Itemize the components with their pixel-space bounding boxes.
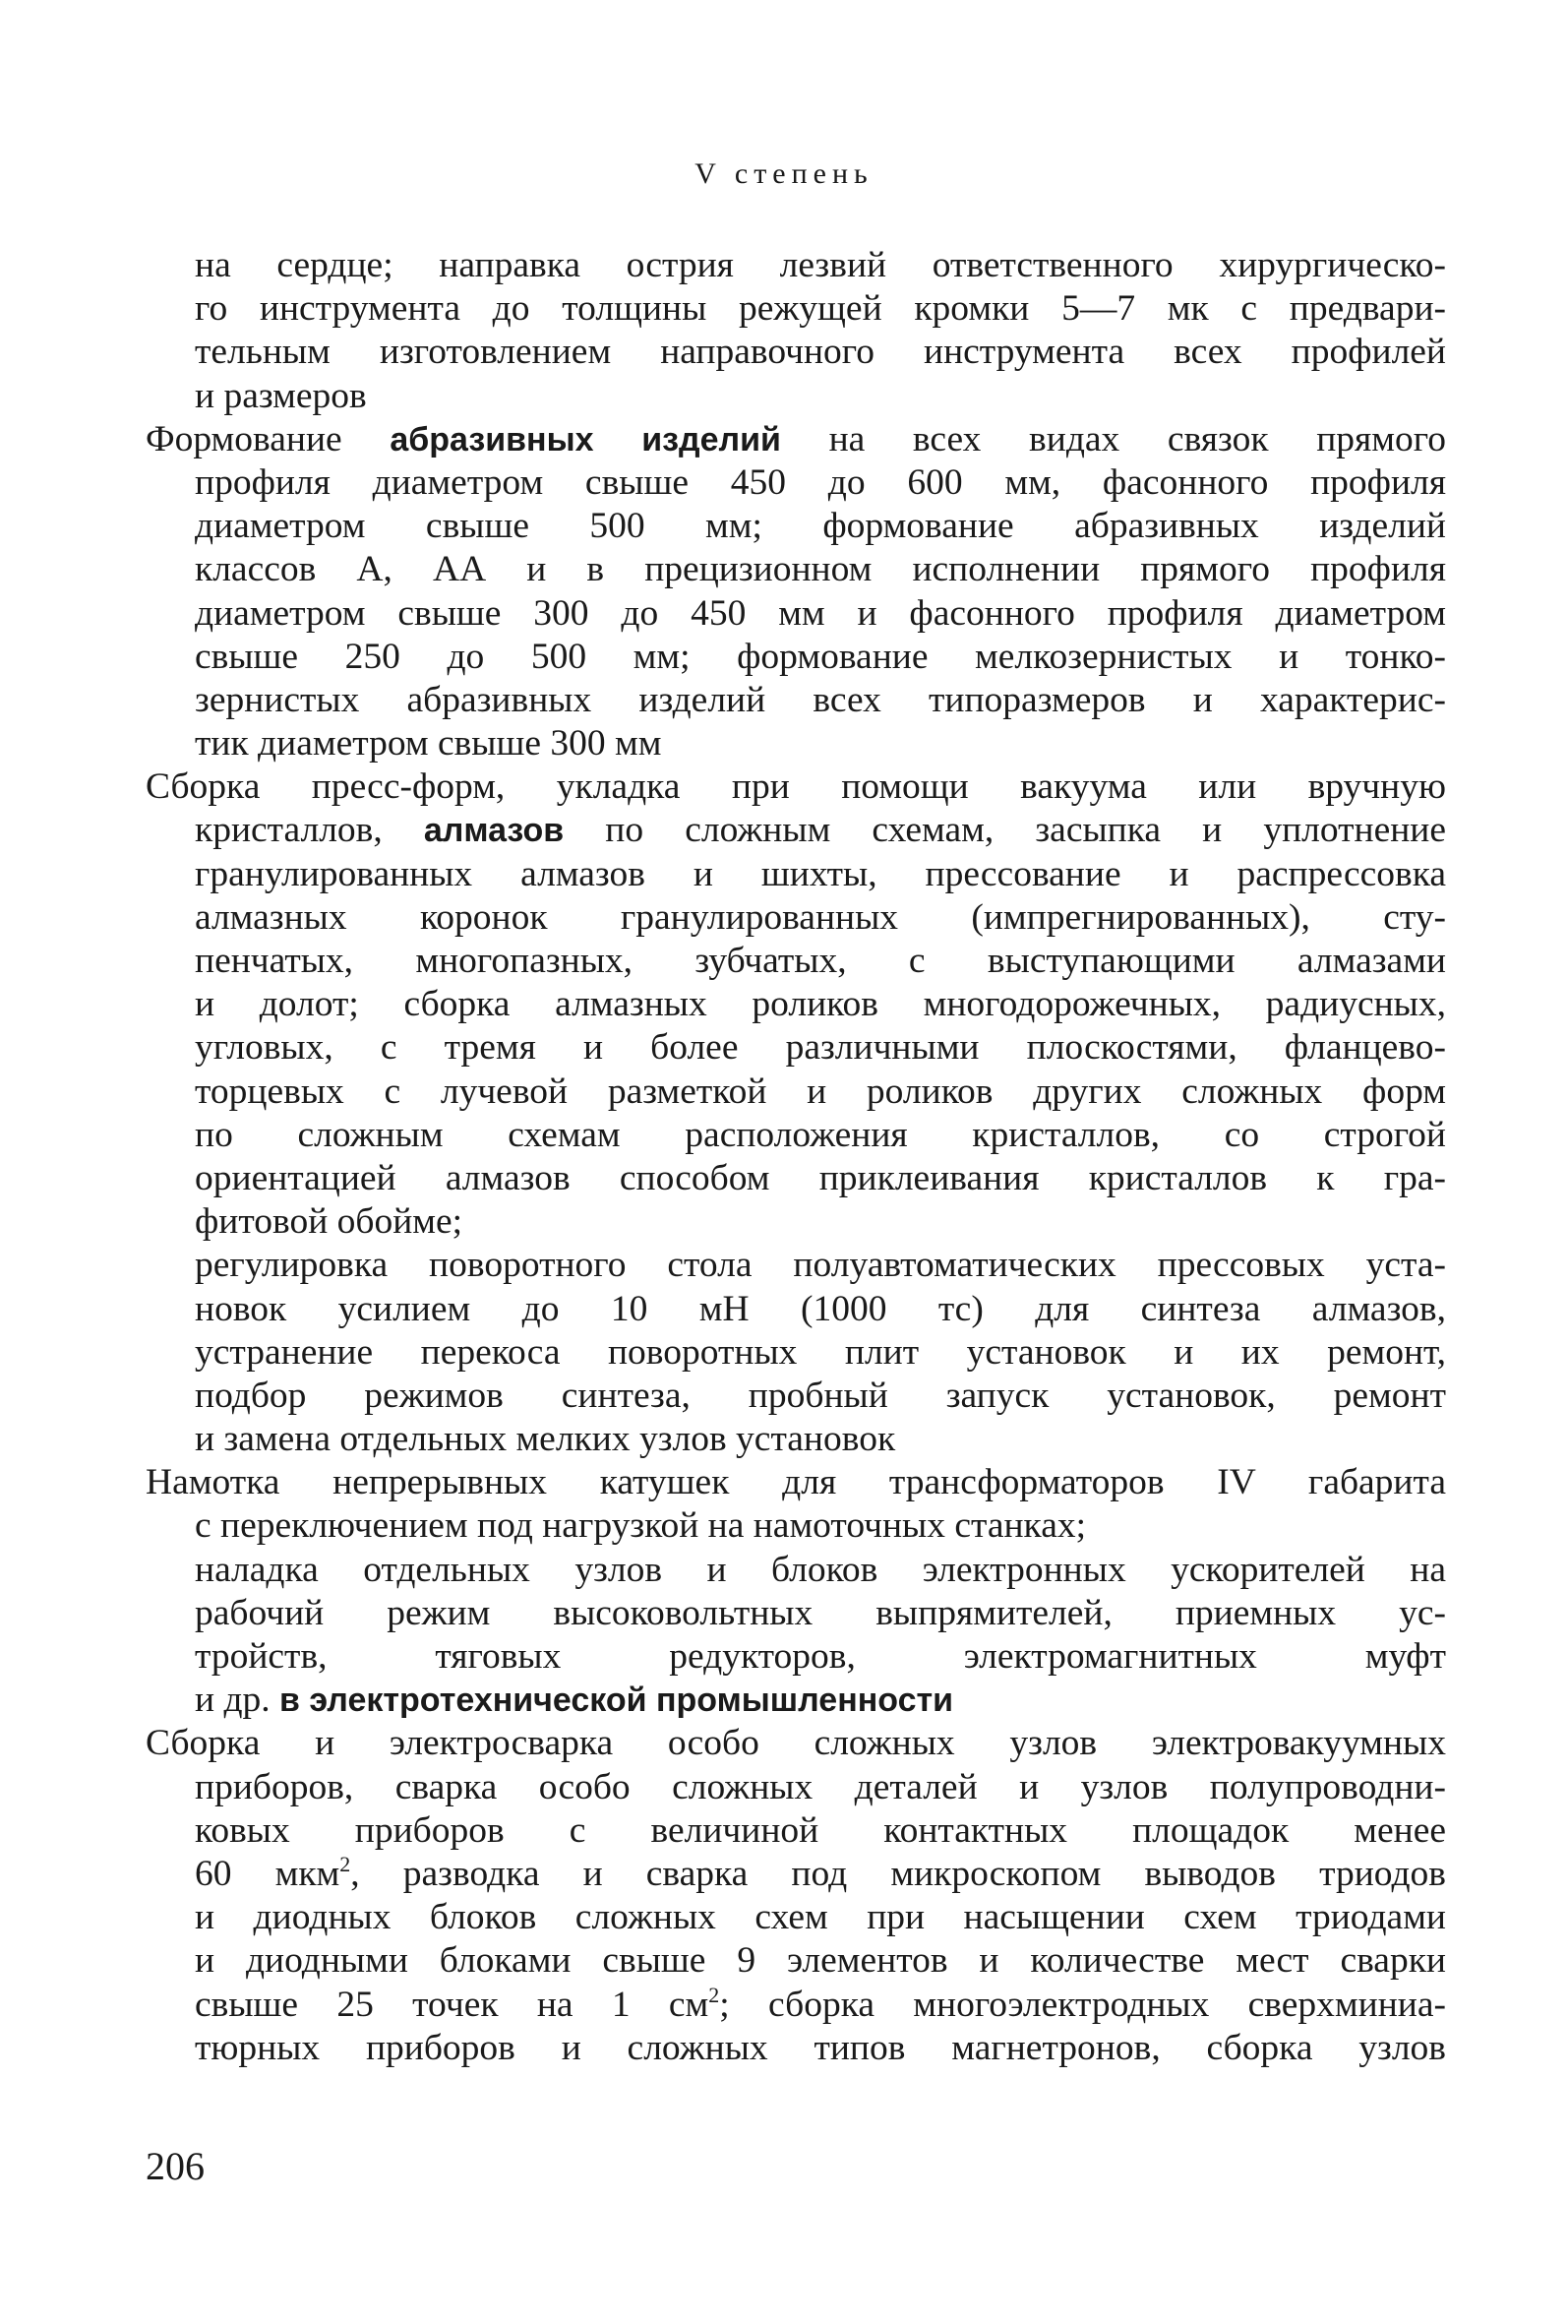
text-line: на сердце; направка острия лезвий ответственного хирургическо- — [195, 245, 1446, 285]
body-text — [146, 244, 1446, 2070]
text-line: диаметром свыше 300 до 450 мм и фасонного профиля диаметром — [195, 592, 1446, 634]
text-line: торцевых с лучевой разметкой и роликов других сложных форм — [195, 1070, 1446, 1112]
text-fragment: кристаллов, — [195, 810, 383, 851]
text-fragment: по сложным схемам, засыпка и уплотнение — [605, 810, 1447, 851]
text-line — [146, 1679, 1446, 1722]
text-line: рабочий режим высоковольтных выпрямителей, приемных ус- — [195, 1592, 1446, 1633]
text-line: гранулированных алмазов и шихты, прессование и распрессовка — [195, 853, 1446, 894]
text-line: с переключением под нагрузкой на намоточных станках; — [195, 1505, 1087, 1547]
text-line: алмазных коронок гранулированных (импрегнированных), сту- — [195, 896, 1446, 938]
text-line: новок усилием до 10 мН (1000 тс) для синтеза алмазов, — [195, 1288, 1446, 1329]
text-fragment: Формование — [146, 418, 342, 459]
text-line: приборов, сварка особо сложных деталей и узлов полупроводни- — [195, 1766, 1446, 1807]
text-line: классов А, АА и в прецизионном исполнении прямого профиля — [195, 549, 1446, 590]
text-line: фитовой обойме; — [195, 1201, 463, 1243]
superscript: 2 — [339, 1851, 351, 1876]
text-line: и долот; сборка алмазных роликов многодорожечных, радиусных, — [195, 984, 1446, 1025]
text-line: зернистых абразивных изделий всех типоразмеров и характерис- — [195, 679, 1446, 720]
text-line: и диодных блоков сложных схем при насыщении схем триодами — [195, 1897, 1446, 1938]
text-line: диаметром свыше 500 мм; формование абразивных изделий — [195, 506, 1446, 547]
text-line: пенчатых, многопазных, зубчатых, с выступающими алмазами — [195, 941, 1446, 981]
text-line: угловых, с тремя и более различными плоскостями, фланцево- — [195, 1027, 1446, 1069]
text-fragment: свыше 25 точек на 1 см — [195, 1984, 709, 2025]
running-header: V степень — [694, 157, 874, 190]
text-line: Намотка непрерывных катушек для трансформаторов IV габарита — [146, 1462, 1446, 1503]
text-line: тюрных приборов и сложных типов магнетронов, сборка узлов — [195, 2027, 1446, 2068]
text-line: тройств, тяговых редукторов, электромагнитных муфт — [195, 1636, 1446, 1677]
superscript: 2 — [708, 1982, 720, 2007]
text-line: по сложным схемам расположения кристаллов, со строгой — [195, 1114, 1446, 1155]
text-line: ориентацией алмазов способом приклеивания кристаллов к гра- — [195, 1157, 1446, 1198]
text-fragment: на всех видах связок прямого — [828, 418, 1446, 459]
text-line: подбор режимов синтеза, пробный запуск установок, ремонт — [195, 1375, 1446, 1416]
text-line — [146, 1984, 1446, 2027]
text-line: Сборка пресс-форм, укладка при помощи вакуума или вручную — [146, 766, 1446, 808]
text-fragment: ; сборка многоэлектродных сверхминиа- — [719, 1984, 1446, 2025]
text-line: свыше 250 до 500 мм; формование мелкозернистых и тонко- — [195, 636, 1446, 677]
text-line: и замена отдельных мелких узлов установок — [195, 1419, 896, 1460]
text-line: профиля диаметром свыше 450 до 600 мм, фасонного профиля — [195, 461, 1446, 503]
text-line: и размеров — [195, 375, 367, 416]
text-line — [146, 418, 1446, 461]
bold-term: алмазов — [423, 812, 565, 850]
text-line: и диодными блоками свыше 9 элементов и количестве мест сварки — [195, 1940, 1446, 1982]
bold-term: абразивных изделий — [390, 420, 781, 459]
text-line: Сборка и электросварка особо сложных узлов электровакуумных — [146, 1723, 1446, 1764]
bold-term: в электротехнической промышленности — [279, 1682, 954, 1720]
text-fragment: 60 мкм — [195, 1853, 340, 1894]
text-line: наладка отдельных узлов и блоков электронных ускорителей на — [195, 1549, 1446, 1590]
page-number: 206 — [146, 2144, 205, 2188]
text-line: ковых приборов с величиной контактных площадок менее — [195, 1809, 1446, 1851]
text-line — [146, 1853, 1446, 1896]
text-line: го инструмента до толщины режущей кромки 5—7 мк с предвари- — [195, 288, 1446, 330]
text-fragment: , разводка и сварка под микроскопом выводов триодов — [350, 1853, 1446, 1894]
text-line: регулировка поворотного стола полуавтоматических прессовых уста- — [195, 1245, 1446, 1286]
text-fragment: и др. — [195, 1680, 271, 1721]
text-line: устранение перекоса поворотных плит установок и их ремонт, — [195, 1331, 1446, 1373]
text-line: тельным изготовлением направочного инструмента всех профилей — [195, 332, 1446, 373]
text-line — [146, 809, 1446, 852]
text-line: тик диаметром свыше 300 мм — [195, 723, 662, 764]
